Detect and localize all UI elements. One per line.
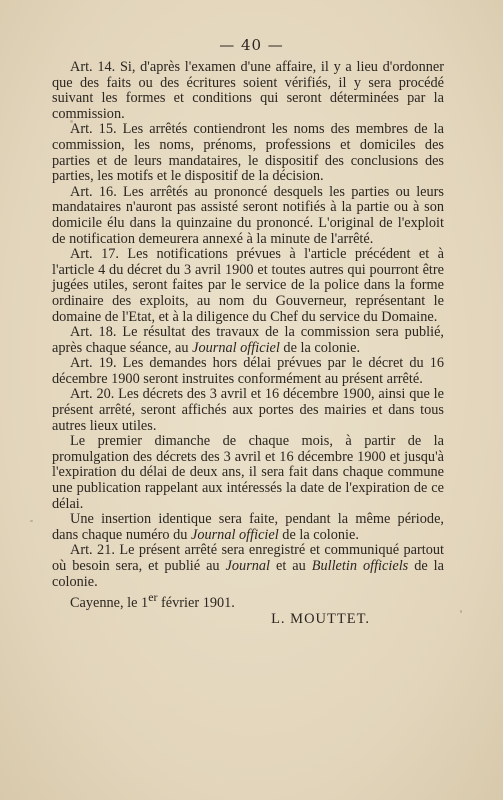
- place-and-date: [52, 590, 444, 611]
- journal-italic: Journal: [225, 558, 271, 574]
- place-date-text: Cayenne, le 1: [70, 594, 149, 611]
- journal-officiel-italic: Journal officiel: [190, 526, 279, 543]
- insertion-text: Une insertion identique sera faite, pendant la même période, dans chaque numéro du: [52, 511, 444, 543]
- body-text: [52, 60, 444, 627]
- article-14: Art. 14. Si, d'après l'examen d'une affaire, il y a lieu d'ordonner que des faits ou des écritures soient vérifiés, il y sera procédé suivant les formes et conditions qui seront déterminées par la commission.: [52, 59, 444, 122]
- ordinal-superscript: er: [148, 590, 158, 605]
- article-18-end: de la colonie.: [279, 339, 361, 356]
- place-date-end: février 1901.: [157, 594, 235, 611]
- publication-paragraph: Le premier dimanche de chaque mois, à partir de la promulgation des décrets des 3 avril et 16 décembre 1900 et jusqu'à l'expiration du délai de deux ans, il sera fait dans chaque commune une publication rappelant aux intéressés la date de l'expiration de ce délai.: [52, 433, 444, 512]
- journal-officiel-italic: Journal officiel: [192, 339, 280, 356]
- article-18: [52, 325, 444, 356]
- insertion-end: de la colonie.: [278, 526, 359, 543]
- article-17: Art. 17. Les notifications prévues à l'article précédent et à l'article 4 du décret du 3 avril 1900 et toutes autres qui pourront être jugées utiles, seront faites par le service de la police dans la forme ordinaire des exploits, au nom du Gouverneur, représentant le domaine de l'Etat, et à la diligence du Chef du service du Domaine.: [52, 246, 444, 325]
- signature: L. MOUTTET.: [271, 610, 370, 627]
- article-21: [52, 543, 444, 590]
- bulletin-officiels-italic: Bulletin officiels: [311, 558, 409, 574]
- article-20: Art. 20. Les décrets des 3 avril et 16 décembre 1900, ainsi que le présent arrêté, seront affichés aux portes des mairies et dans tous autres lieux utiles.: [52, 386, 444, 434]
- article-18-text: Art. 18. Le résultat des travaux de la commission sera publié, après chaque séance, au: [52, 324, 444, 356]
- article-19: Art. 19. Les demandes hors délai prévues par le décret du 16 décembre 1900 seront instruites conformément au présent arrêté.: [52, 355, 444, 387]
- paper-speck: [460, 610, 462, 613]
- paper-speck: [30, 520, 33, 522]
- page-number: — 40 —: [219, 36, 284, 54]
- article-21-text: Art. 21. Le présent arrêté sera enregistré et communiqué partout où besoin sera, et publié au: [52, 542, 444, 574]
- article-21-middle: et au: [270, 558, 312, 574]
- insertion-paragraph: [52, 512, 444, 543]
- article-21-end: de la colonie.: [52, 558, 444, 590]
- article-16: Art. 16. Les arrêtés au prononcé desquels les parties ou leurs mandataires n'auront pas assisté seront notifiés à la partie ou à son domicile élu dans la quinzaine du prononcé. L'original de l'exploit de notification demeurera annexé à la minute de l'arrêté.: [52, 183, 444, 247]
- article-15: Art. 15. Les arrêtés contiendront les noms des membres de la commission, les noms, prénoms, professions et domiciles des parties et de leurs mandataires, le dispositif des conclusions des parties, les motifs et le dispositif de la décision.: [52, 121, 444, 185]
